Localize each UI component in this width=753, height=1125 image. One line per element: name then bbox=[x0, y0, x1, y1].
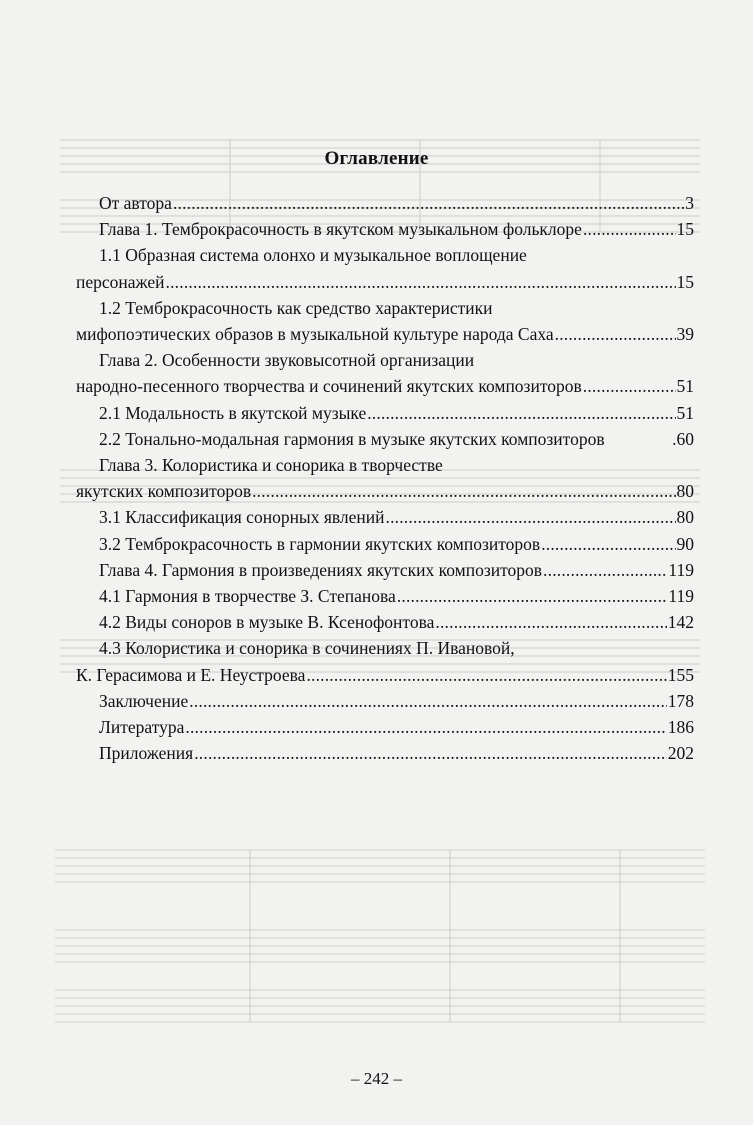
toc-entry-line bbox=[76, 688, 694, 714]
toc-entry-text: Литература bbox=[99, 717, 185, 738]
toc-entry[interactable] bbox=[76, 190, 694, 216]
toc-entry-text: 2.2 Тонально-модальная гармония в музыке якутских композиторов bbox=[99, 428, 605, 449]
toc-entry[interactable] bbox=[76, 242, 694, 294]
toc-entry-line bbox=[76, 426, 694, 452]
toc-entry-line bbox=[76, 190, 694, 216]
toc-entry[interactable] bbox=[76, 557, 694, 583]
dot-leader bbox=[166, 269, 676, 295]
toc-entry-text: мифопоэтических образов в музыкальной культуре народа Саха bbox=[76, 324, 554, 345]
toc-entry[interactable] bbox=[76, 531, 694, 557]
toc-entry-text: персонажей bbox=[76, 271, 165, 292]
toc-entry-line bbox=[76, 583, 694, 609]
toc-entry[interactable] bbox=[76, 688, 694, 714]
toc-entry-line bbox=[76, 269, 694, 295]
toc-page-number: 90 bbox=[676, 533, 694, 554]
dot-leader bbox=[435, 609, 666, 635]
dot-leader bbox=[367, 400, 675, 426]
toc-page-number: 202 bbox=[667, 743, 694, 764]
dot-leader bbox=[252, 478, 675, 504]
toc-entry-text: От автора bbox=[99, 193, 172, 213]
toc-page-number: 142 bbox=[667, 612, 694, 633]
toc-entry-text: Приложения bbox=[99, 743, 194, 764]
toc-entry-line bbox=[76, 478, 694, 504]
toc-entry[interactable] bbox=[76, 714, 694, 740]
dot-leader bbox=[541, 531, 675, 557]
toc-entry[interactable] bbox=[76, 347, 694, 399]
dot-leader bbox=[194, 740, 667, 766]
toc-entry[interactable] bbox=[76, 740, 694, 766]
toc-entry-line bbox=[76, 373, 694, 399]
toc-entry-line bbox=[76, 347, 694, 373]
toc-entry[interactable] bbox=[76, 295, 694, 347]
toc-entry-line bbox=[76, 216, 694, 242]
toc-entry-line bbox=[76, 609, 694, 635]
dot-leader bbox=[185, 714, 666, 740]
toc-entry-text: Глава 1. Темброкрасочность в якутском музыкальном фольклоре bbox=[99, 219, 582, 240]
toc-page-number: 119 bbox=[668, 586, 694, 607]
toc-page-number: 80 bbox=[676, 481, 694, 502]
toc-entry-line bbox=[76, 321, 694, 347]
toc-page-number: 51 bbox=[676, 402, 694, 423]
toc-page-number: 178 bbox=[667, 690, 694, 711]
toc-page-number: 39 bbox=[676, 324, 694, 345]
toc-entry-text: 3.1 Классификация сонорных явлений bbox=[99, 507, 385, 528]
toc-entry[interactable] bbox=[76, 400, 694, 426]
toc-page-number: 15 bbox=[676, 219, 694, 240]
dot-leader bbox=[189, 688, 667, 714]
toc-entry-line bbox=[76, 400, 694, 426]
table-of-contents bbox=[76, 190, 694, 766]
toc-title: Оглавление bbox=[324, 148, 429, 169]
toc-entry-text: Глава 3. Колористика и сонорика в творчестве bbox=[99, 455, 443, 476]
toc-entry-line bbox=[76, 714, 694, 740]
dot-leader bbox=[583, 373, 676, 399]
toc-entry[interactable] bbox=[76, 583, 694, 609]
toc-entry[interactable] bbox=[76, 452, 694, 504]
toc-entry-text: народно-песенного творчества и сочинений якутских композиторов bbox=[76, 376, 582, 397]
toc-entry[interactable] bbox=[76, 504, 694, 530]
toc-entry[interactable] bbox=[76, 635, 694, 687]
toc-page-number: 186 bbox=[667, 717, 694, 738]
toc-page-number: 3 bbox=[685, 193, 694, 213]
toc-entry-line bbox=[76, 295, 694, 321]
dot-leader bbox=[555, 321, 676, 347]
toc-entry[interactable] bbox=[76, 609, 694, 635]
toc-entry-text: 3.2 Темброкрасочность в гармонии якутских композиторов bbox=[99, 533, 541, 554]
dot-leader bbox=[397, 583, 668, 609]
dot-leader bbox=[386, 504, 676, 530]
toc-page-number: 119 bbox=[668, 559, 694, 580]
toc-entry-text: К. Герасимова и Е. Неустроева bbox=[76, 664, 306, 685]
page-number: – 242 – bbox=[351, 1069, 402, 1088]
toc-entry-text: Глава 2. Особенности звуковысотной организации bbox=[99, 350, 475, 371]
toc-page-number: 80 bbox=[676, 507, 694, 528]
toc-page-number: 155 bbox=[667, 664, 694, 685]
dot-leader bbox=[543, 557, 667, 583]
toc-entry-line bbox=[76, 662, 694, 688]
toc-entry-text: 4.1 Гармония в творчестве З. Степанова bbox=[99, 586, 396, 607]
toc-entry-text: Глава 4. Гармония в произведениях якутских композиторов bbox=[99, 559, 543, 580]
toc-entry-text: якутских композиторов bbox=[76, 481, 252, 502]
toc-page-number: 51 bbox=[676, 376, 694, 397]
toc-entry-line bbox=[76, 452, 694, 478]
dot-leader bbox=[583, 216, 676, 242]
toc-entry-line bbox=[76, 740, 694, 766]
dot-leader bbox=[173, 190, 684, 216]
toc-entry-text: 4.2 Виды соноров в музыке В. Ксенофонтова bbox=[99, 612, 435, 633]
toc-entry-line bbox=[76, 242, 694, 268]
toc-entry-line bbox=[76, 504, 694, 530]
toc-entry-text: 2.1 Модальность в якутской музыке bbox=[99, 402, 367, 423]
toc-entry-text: Заключение bbox=[99, 690, 189, 711]
toc-entry[interactable] bbox=[76, 426, 694, 452]
toc-entry-text: 1.1 Образная система олонхо и музыкальное воплощение bbox=[99, 245, 527, 266]
toc-entry-text: 4.3 Колористика и сонорика в сочинениях П. Ивановой, bbox=[99, 638, 515, 659]
dot-leader bbox=[306, 662, 666, 688]
toc-entry-text: 1.2 Темброкрасочность как средство характеристики bbox=[99, 297, 493, 318]
toc-entry-line bbox=[76, 531, 694, 557]
toc-entry-line bbox=[76, 635, 694, 661]
toc-page-number: .60 bbox=[672, 428, 694, 449]
toc-page-number: 15 bbox=[676, 271, 694, 292]
toc-entry-line bbox=[76, 557, 694, 583]
toc-entry[interactable] bbox=[76, 216, 694, 242]
